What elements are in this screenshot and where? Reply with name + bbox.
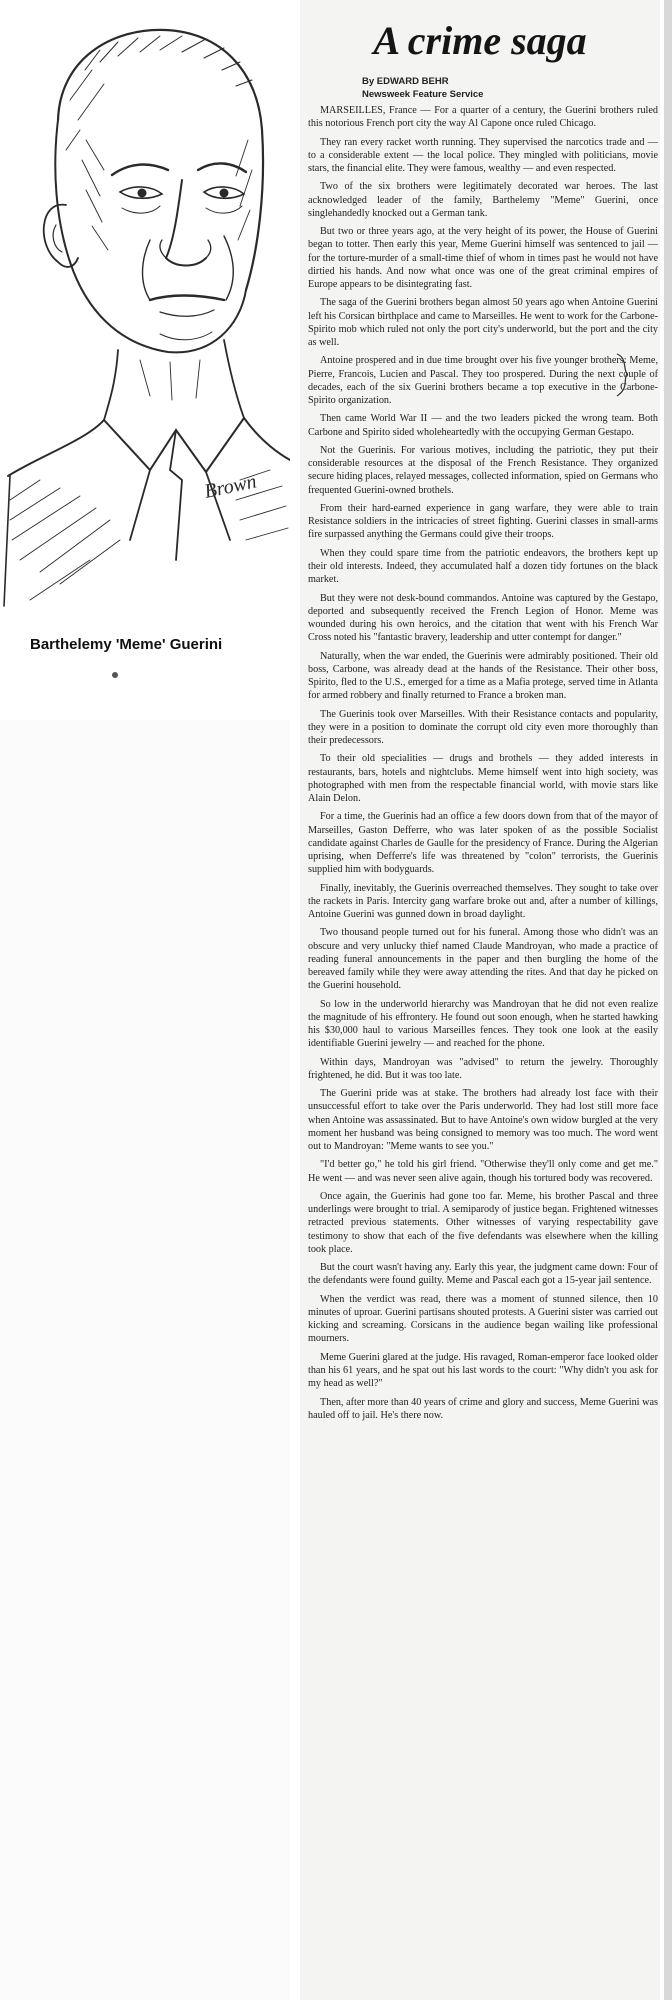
paragraph: Meme Guerini glared at the judge. His ravaged, Roman-emperor face looked older than his 61 years, and he spat out his last words to the court: "Why didn't you ask for my head as well?" — [308, 1351, 658, 1390]
paragraph: The Guerini pride was at stake. The brothers had already lost face with their unsuccessful effort to take over the Paris underworld. They had lost still more face when Antoine was assassinated. But to have Antoine's own widow burgled at the very moment her husband was being consigned to memory was too much. The word went out to Mandroyan: "Meme wants to see you." — [308, 1088, 658, 1152]
paragraph: For a time, the Guerinis had an office a few doors down from that of the mayor of Marseilles, Gaston Defferre, who was later spoken of as the possible Socialist candidate against Charles de Gaulle for the presidency of France. During the Algerian uprising, when Defferre's life was threatened by "colon" terrorists, the Guerinis supplied him with bodyguards. — [308, 811, 658, 876]
paragraph: Once again, the Guerinis had gone too far. Meme, his brother Pascal and three underlings were brought to trial. A semiparody of justice began. Frightened witnesses retracted previous statements. Other witnesses of varying respectability gave testimony to show that each of the five defendants was elsewhere when the killing took place. — [308, 1190, 658, 1255]
news-service: Newsweek Feature Service — [362, 89, 484, 100]
paragraph: Then, after more than 40 years of crime and glory and success, Meme Guerini was hauled off to jail. He's there now. — [308, 1396, 658, 1421]
paragraph: Within days, Mandroyan was "advised" to return the jewelry. Thoroughly frightened, he did. But it was too late. — [308, 1056, 658, 1081]
paragraph: The saga of the Guerini brothers began almost 50 years ago when Antoine Guerini left his Corsican birthplace and came to Marseilles. He went to work for the Carbone-Spirito mob which ruled not only the port city's underworld, but the port and the city as well. — [308, 297, 658, 348]
paragraph: But the court wasn't having any. Early this year, the judgment came down: Four of the defendants were found guilty. Meme and Pascal each got a 15-year jail sentence. — [308, 1262, 658, 1287]
headline: A crime saga — [373, 18, 587, 63]
paragraph: But two or three years ago, at the very height of its power, the House of Guerini began to totter. Then early this year, Meme Guerini himself was sentenced to jail — for the torture-murder of a small-time thief of whom in times past he would not have dirtied his hands. And now what once was one of the great criminal empires of Europe appears to be disintegrating fast. — [308, 226, 658, 290]
paragraph: But they were not desk-bound commandos. Antoine was captured by the Gestapo, deported and subsequently received the French Legion of Honor. Meme was wounded during his own heroics, and the citation that went with his French War Cross noted his "fantastic bravery, leadership and utter contempt for danger." — [308, 592, 658, 644]
paragraph: When they could spare time from the patriotic endeavors, the brothers kept up their old interests. Indeed, they accumulated half a dozen tidy fortunes on the black market. — [308, 547, 658, 586]
paragraph: When the verdict was read, there was a moment of stunned silence, then 10 minutes of uproar. Guerini partisans shouted protests. A Guerini sister was carried out kicking and screaming. Corsicans in the audience began wailing like professional mourners. — [308, 1293, 658, 1345]
paragraph: They ran every racket worth running. They supervised the narcotics trade and — to a considerable extent — the local police. They mingled with politicians, movie stars, the financial elite. They were famous, wealthy — and even respected. — [308, 136, 658, 174]
author: By EDWARD BEHR — [362, 76, 449, 87]
article-body — [308, 104, 658, 1427]
photo-caption: Barthelemy 'Meme' Guerini — [30, 636, 223, 653]
paragraph: "I'd better go," he told his girl friend. "Otherwise they'll only come and get me." He went — and was never seen alive again, though his tortured body was recovered. — [308, 1159, 658, 1184]
paragraph: MARSEILLES, France — For a quarter of a century, the Guerini brothers ruled this notorious French port city the way Al Capone once ruled Chicago. — [308, 105, 658, 130]
blank-column-area — [0, 720, 290, 2000]
paragraph: Not the Guerinis. For various motives, including the patriotic, they put their considerable resources at the disposal of the French Resistance. They organized secure hiding places, relayed messages, collected information, spied on Germans who frequented Guerini-owned brothels. — [308, 444, 658, 496]
paragraph: To their old specialities — drugs and brothels — they added interests in restaurants, bars, hotels and nightclubs. Meme himself went into high society, was photographed with men from the respectable financial world, with movie stars like Alain Delon. — [308, 753, 658, 804]
paragraph: Then came World War II — and the two leaders picked the wrong team. Both Carbone and Spirito sided wholeheartedly with the occupying German Gestapo. — [308, 413, 658, 438]
artist-signature: Brown — [202, 470, 259, 503]
portrait-sketch — [0, 0, 290, 610]
paragraph: From their hard-earned experience in gang warfare, they were able to train Resistance soldiers in the intricacies of street fighting. Guerini classes in small-arms fire surpassed anything the Germans could give their troops. — [308, 502, 658, 541]
paragraph: Naturally, when the war ended, the Guerinis were admirably positioned. Their old boss, Carbone, was already dead at the hands of the Resistance. Their other boss, Spirito, fled to the U.S., emerged for a time as a Mafia protege, served time in Atlanta for armed robbery and finally returned to France a broken man. — [308, 650, 658, 702]
byline — [362, 75, 642, 101]
paragraph: Two of the six brothers were legitimately decorated war heroes. The last acknowledged leader of the family, Barthelemy "Meme" Guerini, once singlehandedly knocked out a German tank. — [308, 181, 658, 219]
page-edge — [664, 0, 672, 2000]
paragraph: Two thousand people turned out for his funeral. Among those who didn't was an obscure and very unlucky thief named Claude Mandroyan, who made a practice of reading funeral announcements in the paper and then burgling the home of the bereaved family while they were away attending the rites. And that day he picked on the Guerini household. — [308, 927, 658, 992]
paragraph: So low in the underworld hierarchy was Mandroyan that he did not even realize the magnitude of his effrontery. He found out soon enough, when he started hawking his $30,000 haul to various Marseilles fences. They took one look at the easily identifiable Guerini jewelry — and reached for the phone. — [308, 998, 658, 1050]
paragraph: Finally, inevitably, the Guerinis overreached themselves. They sought to take over the rackets in Paris. Intercity gang warfare broke out and, after a number of killings, Antoine Guerini was gunned down in broad daylight. — [308, 882, 658, 920]
bullet-dot — [112, 672, 118, 678]
paragraph: Antoine prospered and in due time brought over his five younger brothers: Meme, Pierre, Francois, Lucien and Pascal. They too prospered. During the next couple of decades, each of the six Guerini brothers became a top executive in the Carbone-Spirito organization. — [308, 355, 658, 406]
paragraph: The Guerinis took over Marseilles. With their Resistance contacts and popularity, they were in a position to dominate the corrupt old city even more thoroughly than their predecessors. — [308, 708, 658, 746]
